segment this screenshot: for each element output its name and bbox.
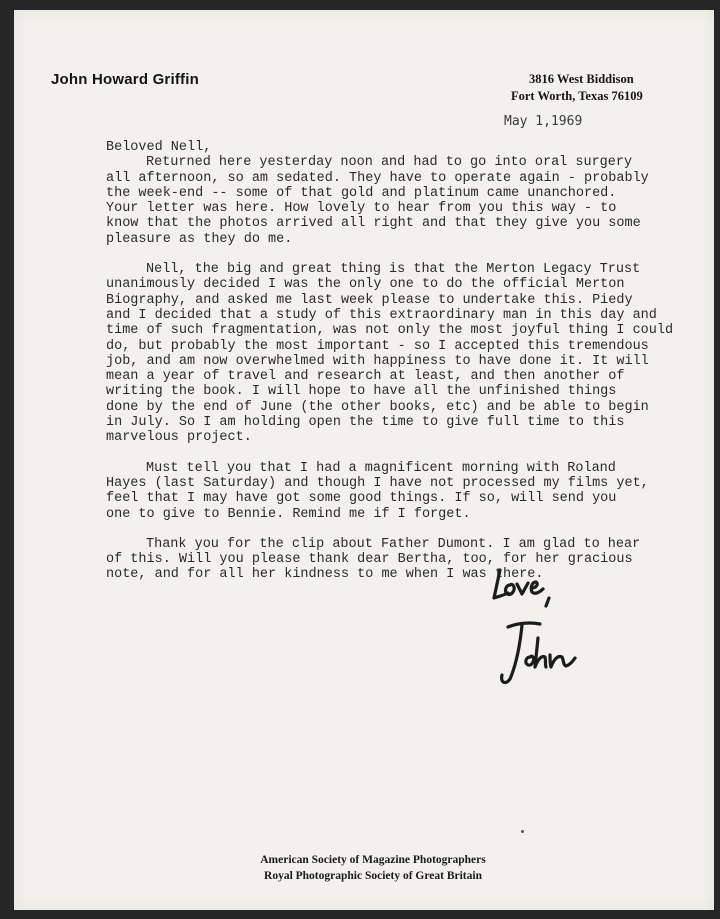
text-line: Hayes (last Saturday) and though I have not processed my films yet, [106, 475, 649, 491]
letter-page [14, 10, 714, 910]
text-line: mean a year of travel and research at least, and then another of [106, 369, 625, 385]
text-line: know that the photos arrived all right and that they give you some [106, 216, 641, 232]
letter-body [106, 140, 696, 583]
salutation: Beloved Nell, [106, 140, 212, 155]
text-line: time of such fragmentation, was not only the most joyful thing I could [106, 323, 674, 339]
signature-drawing [474, 565, 594, 705]
letterhead-address [511, 71, 643, 105]
letterhead-footer [14, 852, 714, 884]
paragraph-1 [106, 155, 696, 247]
text-line: job, and am now overwhelmed with happiness to have done it. It will [106, 353, 649, 369]
text-line: writing the book. I will hope to have all the unfinished things [106, 384, 617, 400]
letterhead-name: John Howard Griffin [51, 71, 199, 88]
text-line: in July. So I am holding open the time to give full time to this [106, 415, 625, 431]
handwritten-signature [474, 565, 594, 705]
text-line: do, but probably the most important - so I accepted this tremendous [106, 338, 649, 354]
text-line: marvelous project. [106, 430, 252, 446]
text-line: Must tell you that I had a magnificent morning with Roland [146, 460, 616, 476]
text-line: Returned here yesterday noon and had to go into oral surgery [146, 155, 633, 171]
paper-speck [521, 830, 524, 833]
text-line: feel that I may have got some good things. If so, will send you [106, 491, 617, 507]
text-line: note, and for all her kindness to me when I was there. [106, 567, 544, 583]
address-city: Fort Worth, Texas 76109 [511, 89, 643, 103]
paragraph-4 [106, 537, 696, 583]
footer-line-1: American Society of Magazine Photographers [260, 854, 486, 866]
text-line: unanimously decided I was the only one to do the official Merton [106, 277, 625, 293]
text-line: Thank you for the clip about Father Dumont. I am glad to hear [146, 536, 641, 552]
paragraph-2 [106, 262, 696, 446]
text-line: the week-end -- some of that gold and platinum came unanchored. [106, 185, 617, 201]
address-street: 3816 West Biddison [529, 72, 634, 86]
letter-date: May 1,1969 [504, 114, 583, 129]
text-line: all afternoon, so am sedated. They have to operate again - probably [106, 170, 649, 186]
text-line: one to give to Bennie. Remind me if I forget. [106, 506, 471, 522]
text-line: Nell, the big and great thing is that the Merton Legacy Trust [146, 262, 641, 278]
text-line: of this. Will you please thank dear Bertha, too, for her gracious [106, 552, 633, 568]
paragraph-3 [106, 461, 696, 522]
text-line: done by the end of June (the other books, etc) and be able to begin [106, 399, 649, 415]
text-line: and I decided that a study of this extraordinary man in this day and [106, 307, 657, 323]
footer-line-2: Royal Photographic Society of Great Britain [264, 870, 482, 882]
text-line: Your letter was here. How lovely to hear from you this way - to [106, 201, 617, 217]
text-line: Biography, and asked me last week please to undertake this. Piedy [106, 292, 633, 308]
text-line: pleasure as they do me. [106, 231, 293, 247]
